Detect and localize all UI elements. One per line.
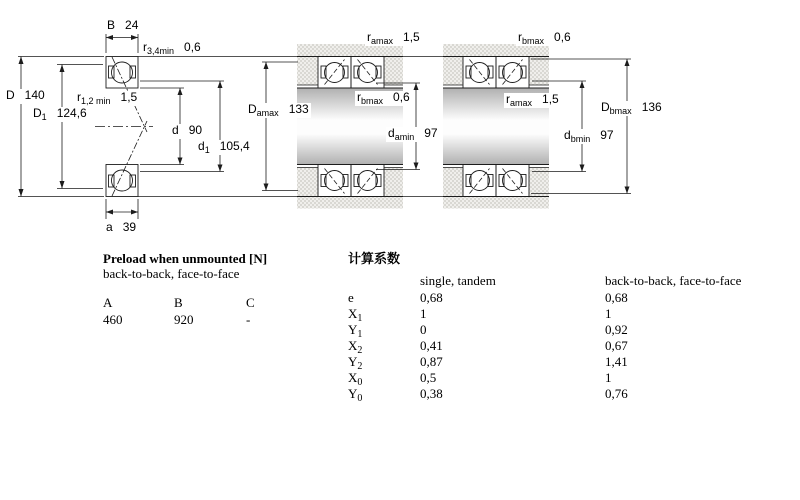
preload-value-row — [103, 312, 267, 327]
dim-label-r12: $r_{1,2 min}$ 1,5 — [77, 90, 138, 106]
dim-label-D: D 140 — [6, 88, 45, 102]
factors-row-x0: $X_0$ 0,5 1 — [348, 370, 612, 388]
factors-table-title: 计算系数 — [348, 251, 401, 266]
dim-label-B: B 24 — [107, 18, 139, 32]
preload-value-c: - — [246, 312, 251, 327]
arrangement-face-to-face — [443, 44, 631, 209]
factors-row-x2: $X_2$ 0,41 0,67 — [348, 338, 628, 356]
dim-label-a: a 39 — [106, 220, 137, 234]
dim-label-r34: $r_{3,4min}$ 0,6 — [143, 40, 201, 56]
factors-row-y1: $Y_1$ 0 0,92 — [348, 322, 628, 340]
factors-col1-header: single, tandem — [420, 273, 496, 288]
preload-col-a: A — [103, 295, 113, 310]
factors-row-y2: $Y_2$ 0,87 1,41 — [348, 354, 628, 372]
preload-header-row — [103, 295, 267, 310]
dim-label-d: d 90 — [172, 123, 203, 137]
factors-header-row — [348, 273, 788, 289]
preload-table — [103, 251, 267, 327]
preload-value-a: 460 — [103, 312, 123, 327]
factors-col2-header: back-to-back, face-to-face — [605, 273, 742, 288]
factors-row-x1: $X_1$ 1 1 — [348, 306, 612, 324]
dim-label-rbmax-top: $r_{bmax}$ 0,6 — [518, 30, 571, 46]
dim-label-ramax-mid: $r_{amax}$ 1,5 — [506, 92, 559, 108]
preload-col-c: C — [246, 295, 255, 310]
dim-label-rbmax-mid: $r_{bmax}$ 0,6 — [357, 90, 410, 106]
dim-label-D1: $D_1$ 124,6 — [33, 106, 87, 122]
bearing-cross-section — [95, 57, 153, 197]
factors-row-y0: $Y_0$ 0,38 0,76 — [348, 386, 628, 404]
factors-row-e: e 0,68 0,68 — [348, 290, 628, 305]
dim-label-dbmin: $d_{bmin}$ 97 — [564, 128, 614, 144]
dim-label-d1: $d_1$ 105,4 — [198, 139, 250, 155]
dim-label-Dbmax: $D_{bmax}$ 136 — [601, 100, 662, 116]
dim-label-Damax: $D_{amax}$ 133 — [248, 102, 309, 118]
preload-table-title: Preload when unmounted [N] — [103, 251, 268, 266]
dim-label-ramax-top: $r_{amax}$ 1,5 — [367, 30, 420, 46]
preload-value-b: 920 — [174, 312, 194, 327]
preload-col-b: B — [174, 295, 183, 310]
factors-table — [348, 251, 788, 402]
dim-label-damin: $d_{amin}$ 97 — [388, 126, 438, 142]
preload-table-subtitle: back-to-back, face-to-face — [103, 266, 240, 281]
